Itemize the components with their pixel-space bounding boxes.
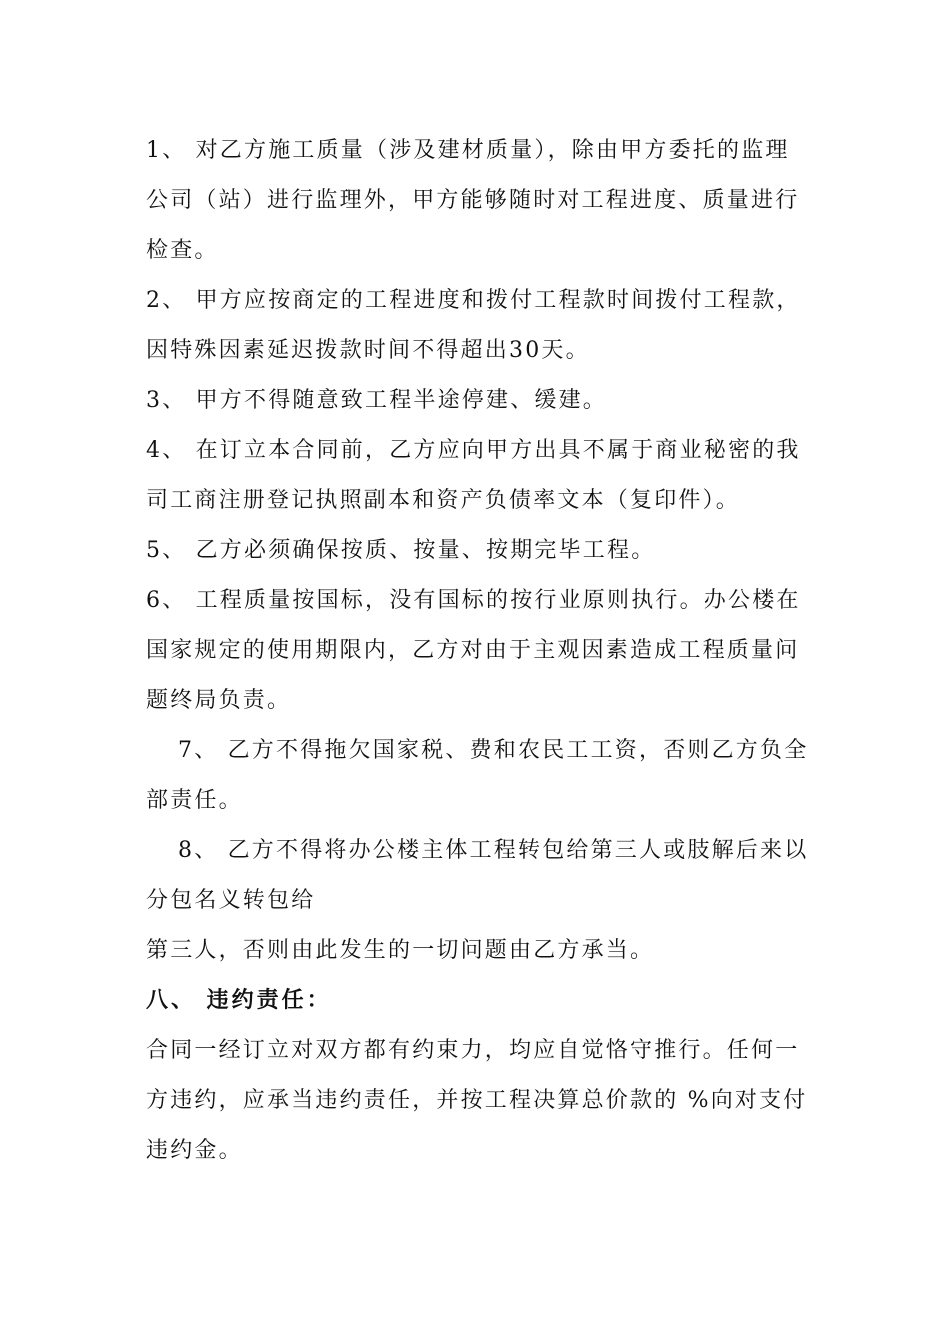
clause-4-line-1: 4、 在订立本合同前，乙方应向甲方出具不属于商业秘密的我 xyxy=(146,438,801,463)
clause-6-line-1: 6、 工程质量按国标，没有国标的按行业原则执行。办公楼在 xyxy=(146,588,801,613)
clause-8-line-1: 8、 乙方不得将办公楼主体工程转包给第三人或肢解后来以 xyxy=(178,838,809,863)
clause-4-line-2: 司工商注册登记执照副本和资产负债率文本（复印件）。 xyxy=(146,488,741,513)
clause-7-line-1: 7、 乙方不得拖欠国家税、费和农民工工资，否则乙方负全 xyxy=(178,738,809,763)
clause-1-line-2: 公司（站）进行监理外，甲方能够随时对工程进度、质量进行 xyxy=(146,188,800,213)
section-heading-breach: 八、 违约责任： xyxy=(146,988,332,1013)
breach-paragraph-line-1: 合同一经订立对双方都有约束力，均应自觉恪守推行。任何一 xyxy=(146,1038,800,1063)
clause-8-line-2: 分包名义转包给 xyxy=(146,888,316,913)
breach-paragraph-line-2: 方违约，应承当违约责任，并按工程决算总价款的 %向对支付 xyxy=(146,1088,808,1113)
clause-7-line-2: 部责任。 xyxy=(146,788,243,813)
clause-6-line-3: 题终局负责。 xyxy=(146,688,292,713)
clause-5-line-1: 5、 乙方必须确保按质、按量、按期完毕工程。 xyxy=(146,538,656,563)
clause-6-line-2: 国家规定的使用期限内，乙方对由于主观因素造成工程质量问 xyxy=(146,638,800,663)
clause-8-line-3: 第三人，否则由此发生的一切问题由乙方承当。 xyxy=(146,938,655,963)
clause-1-line-3: 检查。 xyxy=(146,238,219,263)
clause-3-line-1: 3、 甲方不得随意致工程半途停建、缓建。 xyxy=(146,388,607,413)
clause-2-line-1: 2、 甲方应按商定的工程进度和拨付工程款时间拨付工程款， xyxy=(146,288,801,313)
clause-1-line-1: 1、 对乙方施工质量（涉及建材质量），除由甲方委托的监理 xyxy=(146,138,790,163)
clause-2-line-2: 因特殊因素延迟拨款时间不得超出30天。 xyxy=(146,338,590,363)
breach-paragraph-line-3: 违约金。 xyxy=(146,1138,243,1163)
